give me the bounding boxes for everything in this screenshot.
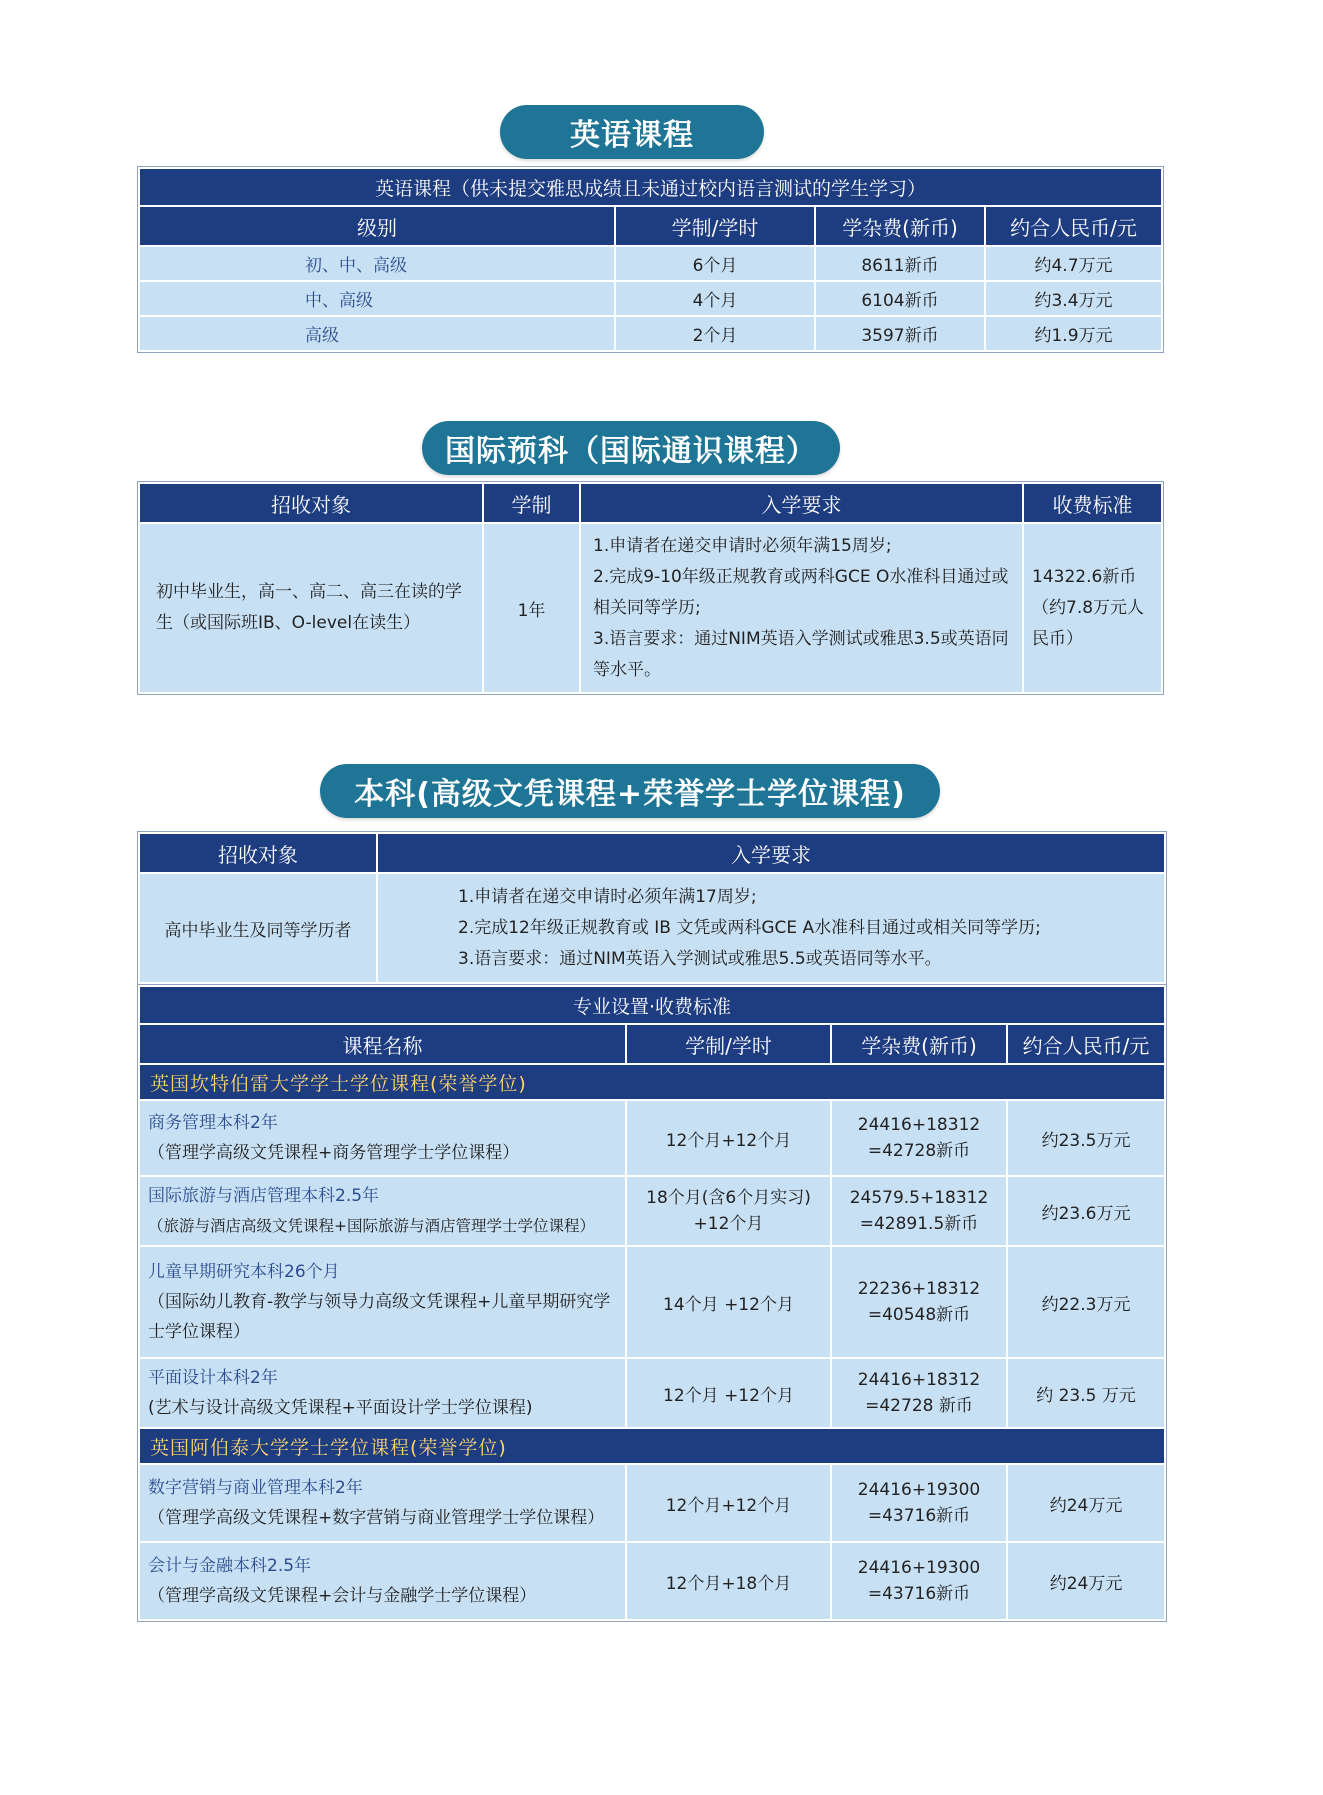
rmb-cell: 约4.7万元 — [985, 246, 1162, 281]
rmb-cell: 约23.6万元 — [1007, 1176, 1165, 1246]
fee-cell — [831, 1358, 1007, 1428]
level-cell: 中、高级 — [139, 281, 615, 316]
fee-cell — [831, 1100, 1007, 1176]
col-header-fee: 收费标准 — [1023, 483, 1162, 523]
col-header-duration: 学制 — [483, 483, 580, 523]
course-name-cell — [139, 1358, 626, 1428]
duration-cell: 1年 — [483, 523, 580, 693]
col-header-fee: 学杂费(新币) — [815, 206, 985, 246]
course-name-cell — [139, 1246, 626, 1358]
fee-line: =42728新币 — [867, 1141, 971, 1161]
fees-caption: 专业设置·收费标准 — [139, 986, 1165, 1024]
col-header-rmb: 约合人民币/元 — [1007, 1024, 1165, 1064]
col-header-target: 招收对象 — [139, 833, 377, 873]
duration-cell: 12个月 +12个月 — [626, 1358, 831, 1428]
requirements-cell — [377, 873, 1165, 983]
duration-cell — [626, 1176, 831, 1246]
rmb-cell: 约23.5万元 — [1007, 1100, 1165, 1176]
table-row — [139, 1358, 1165, 1428]
course-detail: （管理学高级文凭课程+数字营销与商业管理学士学位课程） — [148, 1508, 605, 1528]
course-name: 平面设计本科2年 — [148, 1368, 278, 1388]
col-header-level: 级别 — [139, 206, 615, 246]
col-header-requirements: 入学要求 — [580, 483, 1023, 523]
col-header-duration: 学制/学时 — [615, 206, 815, 246]
requirements-cell — [580, 523, 1023, 693]
duration-cell: 12个月+12个月 — [626, 1100, 831, 1176]
col-header-requirements: 入学要求 — [377, 833, 1165, 873]
university-section-title: 英国阿伯泰大学学士学位课程(荣誉学位) — [139, 1428, 1165, 1464]
course-detail: （国际幼儿教育-教学与领导力高级文凭课程+儿童早期研究学士学位课程） — [148, 1292, 611, 1342]
bachelor-badge: 本科(高级文凭课程+荣誉学士学位课程) — [320, 764, 940, 818]
col-header-target: 招收对象 — [139, 483, 483, 523]
level-cell: 初、中、高级 — [139, 246, 615, 281]
col-header-fee: 学杂费(新币) — [831, 1024, 1007, 1064]
col-header-course: 课程名称 — [139, 1024, 626, 1064]
university-section-title: 英国坎特伯雷大学学士学位课程(荣誉学位) — [139, 1064, 1165, 1100]
fee-cell — [831, 1464, 1007, 1542]
fee-line: =43716新币 — [867, 1506, 971, 1526]
fee-cell — [831, 1176, 1007, 1246]
level-cell: 高级 — [139, 316, 615, 351]
fee-line: 24416+18312 — [857, 1370, 981, 1390]
english-course-badge: 英语课程 — [500, 105, 764, 159]
requirement-item: 3.语言要求：通过NIM英语入学测试或雅思5.5或英语同等水平。 — [458, 948, 942, 969]
course-detail: （管理学高级文凭课程+商务管理学士学位课程） — [148, 1143, 520, 1163]
course-name: 会计与金融本科2.5年 — [148, 1556, 312, 1576]
table-row — [139, 246, 1162, 281]
fee-line: 24416+18312 — [857, 1115, 981, 1135]
bachelor-courses-table — [138, 985, 1166, 1621]
foundation-badge: 国际预科（国际通识课程） — [422, 421, 840, 475]
fee-cell — [831, 1542, 1007, 1620]
rmb-cell: 约 23.5 万元 — [1007, 1358, 1165, 1428]
rmb-cell: 约24万元 — [1007, 1542, 1165, 1620]
duration-cell: 6个月 — [615, 246, 815, 281]
duration-line: 18个月(含6个月实习) — [646, 1188, 811, 1208]
english-course-table — [138, 167, 1163, 352]
rmb-cell: 约22.3万元 — [1007, 1246, 1165, 1358]
rmb-cell: 约24万元 — [1007, 1464, 1165, 1542]
rmb-cell: 约3.4万元 — [985, 281, 1162, 316]
duration-cell: 14个月 +12个月 — [626, 1246, 831, 1358]
course-detail: （旅游与酒店高级文凭课程+国际旅游与酒店管理学士学位课程） — [148, 1217, 595, 1235]
target-cell: 高中毕业生及同等学历者 — [139, 873, 377, 983]
fee-line: =42891.5新币 — [859, 1214, 979, 1234]
course-detail: (艺术与设计高级文凭课程+平面设计学士学位课程) — [148, 1398, 533, 1418]
rmb-cell: 约1.9万元 — [985, 316, 1162, 351]
duration-cell: 2个月 — [615, 316, 815, 351]
table-row — [139, 281, 1162, 316]
table-row — [139, 1100, 1165, 1176]
fee-line: 22236+18312 — [857, 1279, 981, 1299]
course-name-cell — [139, 1464, 626, 1542]
bachelor-requirements-table — [138, 832, 1166, 984]
duration-cell: 12个月+12个月 — [626, 1464, 831, 1542]
requirement-item: 1.申请者在递交申请时必须年满17周岁; — [458, 886, 757, 907]
fee-cell: 14322.6新币（约7.8万元人民币） — [1023, 523, 1162, 693]
table-row — [139, 1246, 1165, 1358]
duration-cell: 4个月 — [615, 281, 815, 316]
requirement-item: 1.申请者在递交申请时必须年满15周岁; — [593, 535, 892, 556]
fee-line: 24416+19300 — [857, 1480, 981, 1500]
table-row — [139, 1176, 1165, 1246]
fee-line: 24579.5+18312 — [849, 1188, 989, 1208]
duration-line: +12个月 — [693, 1214, 764, 1234]
table-row — [139, 1464, 1165, 1542]
course-name-cell — [139, 1542, 626, 1620]
course-name-cell — [139, 1100, 626, 1176]
fee-cell: 6104新币 — [815, 281, 985, 316]
fee-line: =40548新币 — [867, 1305, 971, 1325]
table-row — [139, 316, 1162, 351]
duration-cell: 12个月+18个月 — [626, 1542, 831, 1620]
course-name: 数字营销与商业管理本科2年 — [148, 1478, 363, 1498]
fee-cell: 8611新币 — [815, 246, 985, 281]
table-row — [139, 1542, 1165, 1620]
fee-line: 24416+19300 — [857, 1558, 981, 1578]
fee-line: =42728 新币 — [865, 1396, 973, 1416]
fee-cell — [831, 1246, 1007, 1358]
course-name: 儿童早期研究本科26个月 — [148, 1262, 340, 1282]
fee-cell: 3597新币 — [815, 316, 985, 351]
col-header-rmb: 约合人民币/元 — [985, 206, 1162, 246]
target-cell: 初中毕业生，高一、高二、高三在读的学生（或国际班IB、O-level在读生） — [139, 523, 483, 693]
course-name: 国际旅游与酒店管理本科2.5年 — [148, 1186, 380, 1206]
fee-line: =43716新币 — [867, 1584, 971, 1604]
foundation-table — [138, 482, 1163, 694]
course-name-cell — [139, 1176, 626, 1246]
requirement-item: 2.完成9-10年级正规教育或两科GCE O水准科目通过或相关同等学历; — [593, 566, 1009, 618]
requirement-item: 2.完成12年级正规教育或 IB 文凭或两科GCE A水准科目通过或相关同等学历; — [458, 917, 1041, 938]
course-detail: （管理学高级文凭课程+会计与金融学士学位课程） — [148, 1586, 537, 1606]
col-header-duration: 学制/学时 — [626, 1024, 831, 1064]
requirement-item: 3.语言要求：通过NIM英语入学测试或雅思3.5或英语同等水平。 — [593, 628, 1009, 680]
english-table-caption: 英语课程（供未提交雅思成绩且未通过校内语言测试的学生学习） — [139, 168, 1162, 206]
course-name: 商务管理本科2年 — [148, 1113, 278, 1133]
